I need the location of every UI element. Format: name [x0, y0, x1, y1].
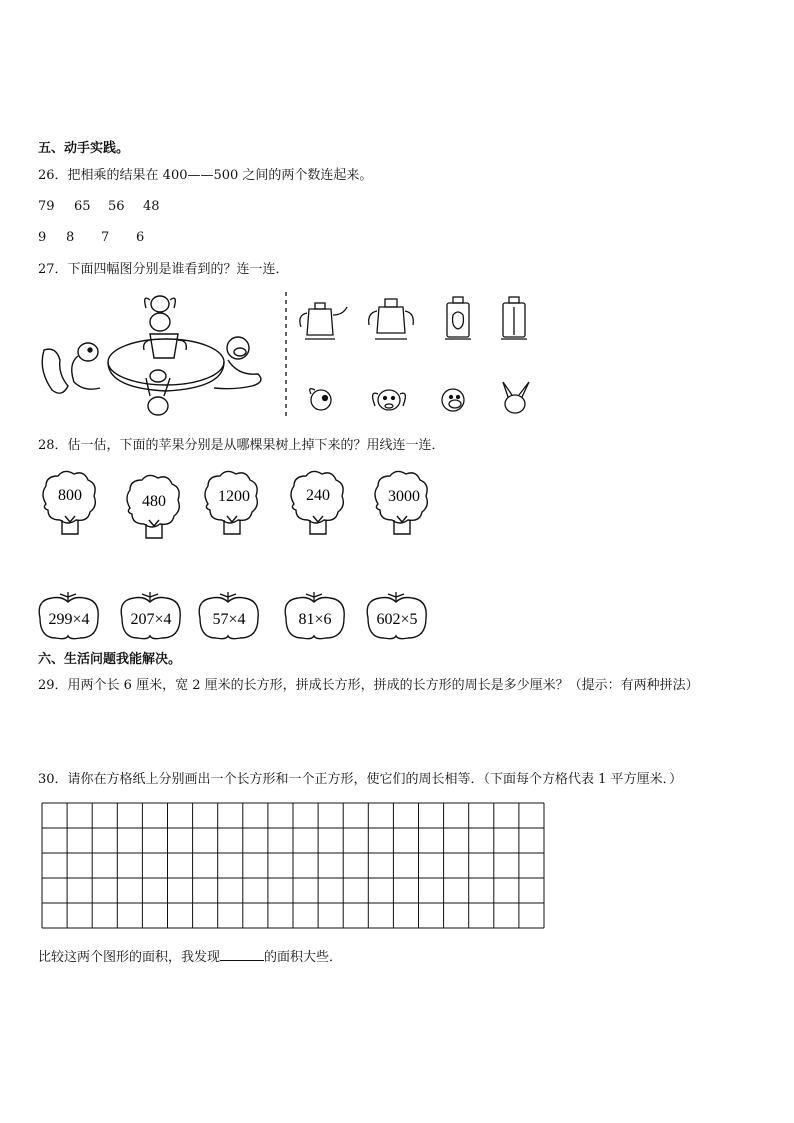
- q26-bottom-number: 9: [38, 230, 47, 245]
- apple-label: 602×5: [376, 611, 418, 628]
- q26-top-number: 79: [38, 199, 55, 214]
- question-27-text: 27．下面四幅图分别是谁看到的？连一连．: [38, 262, 289, 277]
- question-26-text: 26．把相乘的结果在 400——500 之间的两个数连起来。: [38, 168, 373, 183]
- question-28-text: 28．估一估，下面的苹果分别是从哪棵果树上掉下来的？用线连一连．: [38, 438, 445, 453]
- animal-viewers-row: [295, 380, 535, 420]
- tree-label: 240: [306, 487, 330, 504]
- tree-label: 3000: [388, 488, 420, 505]
- conclusion-before: 比较这两个图形的面积，我发现: [38, 950, 221, 965]
- question-29-text: 29．用两个长 6 厘米，宽 2 厘米的长方形，拼成长方形，拼成的长方形的周长是多少厘米？（提示：有两种拼法）: [38, 678, 699, 693]
- apple-label: 57×4: [212, 611, 246, 628]
- section-title-5: 五、动手实践。: [38, 141, 130, 156]
- teapot-views-row: [295, 295, 535, 345]
- q26-top-number: 56: [108, 199, 125, 214]
- question-30-text: 30．请你在方格纸上分别画出一个长方形和一个正方形，使它们的周长相等．（下面每个方格代表 1 平方厘米．）: [38, 772, 683, 787]
- dashed-divider: [280, 292, 292, 420]
- square-grid-paper[interactable]: [41, 802, 545, 929]
- answer-blank[interactable]: [220, 948, 264, 961]
- table-scene-illustration: [38, 290, 278, 420]
- tree-label: 800: [58, 487, 82, 504]
- trees-row: [38, 470, 448, 542]
- apple-label: 207×4: [130, 611, 172, 628]
- apple-label: 81×6: [298, 611, 332, 628]
- apple-label: 299×4: [48, 611, 90, 628]
- section-title-6: 六、生活问题我能解决。: [38, 652, 182, 667]
- tree-label: 1200: [218, 488, 250, 505]
- q30-conclusion: [38, 948, 342, 966]
- q26-bottom-number: 6: [136, 230, 145, 245]
- q26-top-number: 65: [74, 199, 91, 214]
- q26-bottom-number: 8: [66, 230, 75, 245]
- tree-label: 480: [142, 493, 166, 510]
- apples-row: [36, 588, 436, 644]
- conclusion-after: 的面积大些．: [264, 950, 343, 965]
- q26-bottom-number: 7: [101, 230, 110, 245]
- q26-top-number: 48: [143, 199, 160, 214]
